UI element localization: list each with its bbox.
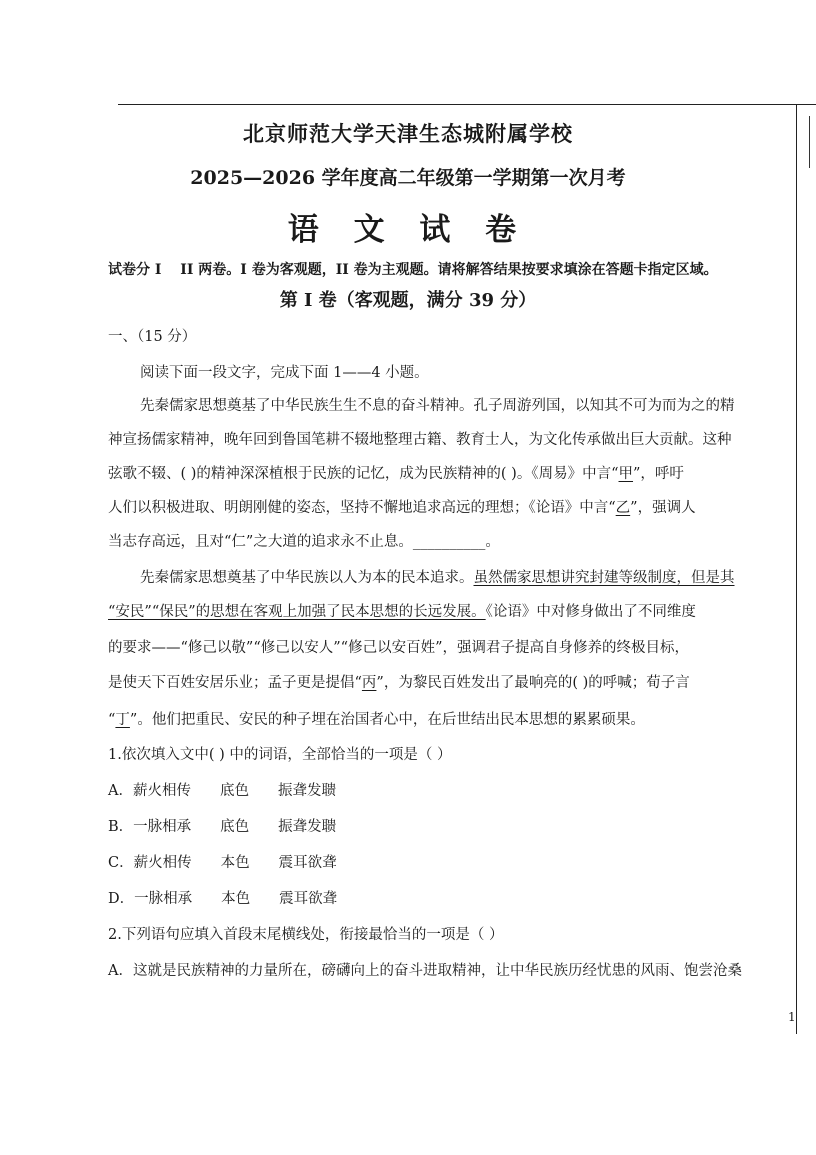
reading-intro: 阅读下面一段文字，完成下面 1——4 小题。 (140, 365, 429, 381)
underlined-sentence-cont: “安民”“保民”的思想在客观上加强了民本思想的长远发展。 (108, 604, 486, 620)
passage-p1-line-5: 当志存高远，且对“仁”之大道的追求永不止息。__________。 (108, 534, 500, 550)
section-heading: 一、（15 分） (108, 329, 197, 345)
passage-p2-line-3: 的要求——“修己以敬”“修己以安人”“修己以安百姓”，强调君子提高自身修养的终极目标， (108, 640, 689, 656)
question-2-stem: 2.下列语句应填入首段末尾横线处，衔接最恰当的一项是（ ） (108, 927, 504, 943)
page-number: 1 (788, 1010, 796, 1024)
blank-yi: 乙 (615, 500, 631, 516)
blank-jia: 甲 (618, 466, 634, 482)
passage-p2-line-4: 是使天下百姓安居乐业；孟子更是提倡“丙”，为黎民百姓发出了最响亮的( )的呼喊；荀子言 (108, 675, 690, 691)
passage-p1-line-2: 神宣扬儒家精神，晚年回到鲁国笔耕不辍地整理古籍、教育士人，为文化传承做出巨大贡献。这种 (108, 432, 732, 448)
passage-p1-line-3: 弦歌不辍、( )的精神深深植根于民族的记忆，成为民族精神的( )。《周易》中言“甲”，呼吁 (108, 466, 684, 482)
school-name: 北京师范大学天津生态城附属学校 (243, 121, 573, 146)
subject-title: 语 文 试 卷 (287, 212, 529, 248)
underlined-sentence: 虽然儒家思想讲究封建等级制度，但是其 (473, 570, 735, 586)
passage-p2-line-1: 先秦儒家思想奠基了中华民族以人为本的民本追求。虽然儒家思想讲究封建等级制度，但是其 (140, 570, 735, 586)
passage-p2-line-5: “丁”。他们把重民、安民的种子埋在治国者心中，在后世结出民本思想的累累硕果。 (108, 712, 645, 728)
question-2-option-a: A．这就是民族精神的力量所在，磅礴向上的奋斗进取精神，让中华民族历经忧患的风雨、饱尝沧桑 (108, 963, 742, 979)
part-title: 第 I 卷（客观题，满分 39 分） (279, 290, 537, 311)
blank-bing: 丙 (361, 675, 377, 691)
passage-p1-line-4: 人们以积极进取、明朗刚健的姿态，坚持不懈地追求高远的理想；《论语》中言“乙”，强调人 (108, 500, 696, 516)
question-1-option-c: C．薪火相传 本色 震耳欲聋 (108, 855, 337, 871)
question-1-option-d: D．一脉相承 本色 震耳欲聋 (108, 891, 338, 907)
blank-ding: 丁 (115, 712, 130, 728)
top-rule (118, 104, 816, 105)
passage-p2-line-2: “安民”“保民”的思想在客观上加强了民本思想的长远发展。《论语》中对修身做出了不同维度 (108, 604, 696, 620)
instruction: 试卷分 I II 两卷。I 卷为客观题，II 卷为主观题。请将解答结果按要求填涂在答题卡指定区域。 (108, 262, 718, 278)
exam-title: 2025—2026 学年度高二年级第一学期第一次月考 (190, 167, 626, 189)
question-1-option-b: B．一脉相承 底色 振聋发聩 (108, 819, 337, 835)
question-1-stem: 1.依次填入文中( ) 中的词语，全部恰当的一项是（ ） (108, 747, 452, 763)
passage-p1-line-1: 先秦儒家思想奠基了中华民族生生不息的奋斗精神。孔子周游列国，以知其不可为而为之的精 (140, 398, 735, 414)
question-1-option-a: A．薪火相传 底色 振聋发聩 (108, 783, 336, 799)
